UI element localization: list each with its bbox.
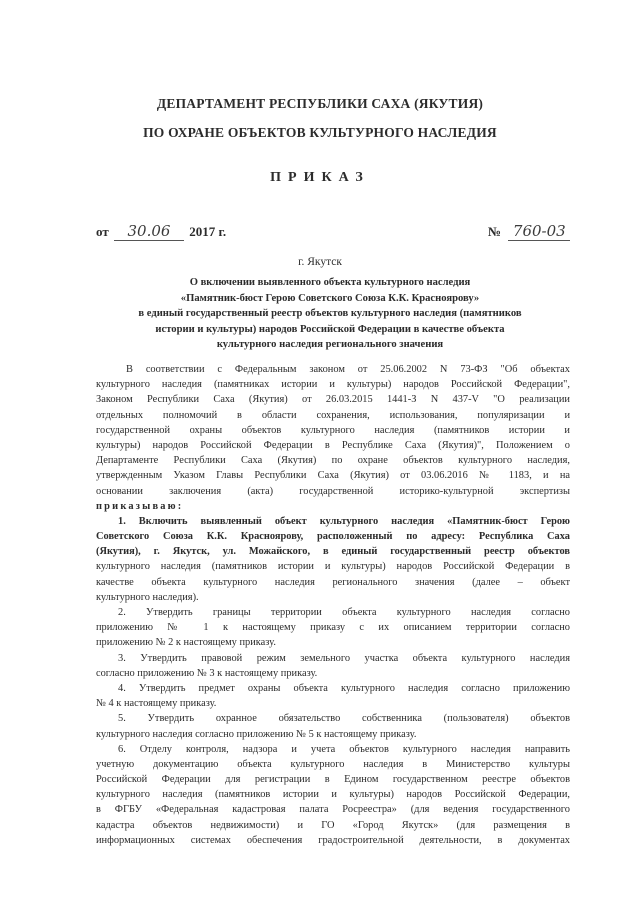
department-name-line2: ПО ОХРАНЕ ОБЪЕКТОВ КУЛЬТУРНОГО НАСЛЕДИЯ — [143, 125, 497, 140]
order-subject — [95, 275, 565, 353]
body-line: культурного наследия согласно приложению № 5 к настоящему приказу. — [96, 728, 417, 740]
subject-line: культурного наследия регионального значения — [216, 339, 444, 350]
body-line: культуры) народов Российской Федерации в Республике Саха (Якутия)", Положением о — [96, 439, 570, 451]
subject-line: в единый государственный реестр объектов культурного наследия (памятников — [138, 308, 522, 319]
body-line: 2. Утвердить границы территории объекта культурного наследия согласно — [118, 607, 570, 618]
date-year: 2017 г. — [189, 224, 227, 239]
body-line: основании заключения (акта) государственной историко-культурной экспертизы — [96, 485, 570, 497]
order-number — [488, 222, 570, 241]
number-prefix: № — [488, 224, 502, 239]
body-line: В соответствии с Федеральным законом от 25.06.2002 N 73-ФЗ "Об объектах — [126, 364, 570, 375]
body-line: культурного наследия (памятниках истории и культуры) народов Российской Федерации", — [96, 379, 570, 391]
body-line: № 4 к настоящему приказу. — [96, 698, 217, 710]
body-line: культурного наследия). — [96, 591, 199, 603]
body-line: Департаменте Республики Саха (Якутия) по охране объектов культурного наследия, — [96, 455, 570, 467]
body-line: отдельных полномочий в области сохранения, использования, популяризации и — [96, 409, 570, 421]
subject-line: истории и культуры) народов Российской Федерации в качестве объекта — [155, 323, 505, 335]
order-title: ПРИКАЗ — [270, 170, 370, 185]
body-line: в ФГБУ «Федеральная кадастровая палата Росреестра» (для ведения государственного — [96, 804, 570, 816]
body-line: информационных системах обеспечения градостроительной деятельности, в документах — [96, 834, 570, 846]
department-name-line1: ДЕПАРТАМЕНТ РЕСПУБЛИКИ САХА (ЯКУТИЯ) — [156, 96, 484, 111]
subject-line: О включении выявленного объекта культурного наследия — [189, 277, 471, 288]
body-line: 5. Утвердить охранное обязательство собственника (пользователя) объектов — [118, 713, 570, 725]
body-line: кадастра объектов недвижимости) и ГО «Город Якутск» (для размещения в — [96, 819, 570, 831]
date-handwritten: 30.06 — [114, 222, 184, 241]
body-line: культурного наследия (памятников истории и культуры) народов Российской Федерации в — [96, 561, 570, 573]
body-line: 3. Утвердить правовой режим земельного участка объекта культурного наследия — [118, 652, 570, 664]
body-line-order-verb: приказываю: — [96, 500, 184, 512]
body-line: согласно приложению № 3 к настоящему приказу. — [96, 667, 318, 679]
body-line: Советского Союза К.К. Красноярову, расположенный по адресу: Республика Саха — [96, 531, 570, 543]
body-line: 1. Включить выявленный объект культурного наследия «Памятник-бюст Герою — [118, 515, 570, 527]
body-line: (Якутия), г. Якутск, ул. Можайского, в единый государственный реестр объектов — [96, 546, 570, 558]
body-line: государственной охраны объектов культурного наследия (памятников истории и — [96, 424, 570, 436]
order-body — [96, 362, 570, 848]
order-date — [96, 222, 226, 241]
body-line: Законом Республики Саха (Якутия) от 26.03.2015 1441-З N 437-V "О реализации — [96, 394, 570, 406]
body-line: утвержденным Указом Главы Республики Саха (Якутия) от 03.06.2016 № 1183, и на — [96, 470, 570, 482]
body-line: культурного наследия (памятников истории и культуры) народов Российской Федерации, — [96, 789, 570, 801]
subject-line: «Памятник-бюст Герою Советского Союза К.К. Красноярову» — [180, 292, 480, 304]
body-line: 6. Отделу контроля, надзора и учета объектов культурного наследия направить — [118, 743, 570, 755]
number-handwritten: 760-03 — [508, 222, 570, 241]
body-line: учетную документацию объекта культурного наследия в Министерство культуры — [96, 758, 570, 770]
body-line: приложению № 1 к настоящему приказу с их описанием территории согласно — [96, 622, 570, 634]
body-line: качестве объекта культурного наследия регионального значения (далее – объект — [96, 576, 570, 588]
body-line: Российской Федерации для регистрации в Едином государственном реестре объектов — [96, 774, 570, 786]
city-line: г. Якутск — [298, 256, 342, 268]
body-line: 4. Утвердить предмет охраны объекта культурного наследия согласно приложению — [118, 682, 570, 694]
body-line: приложению № 2 к настоящему приказу. — [96, 637, 276, 649]
date-prefix: от — [96, 224, 109, 239]
